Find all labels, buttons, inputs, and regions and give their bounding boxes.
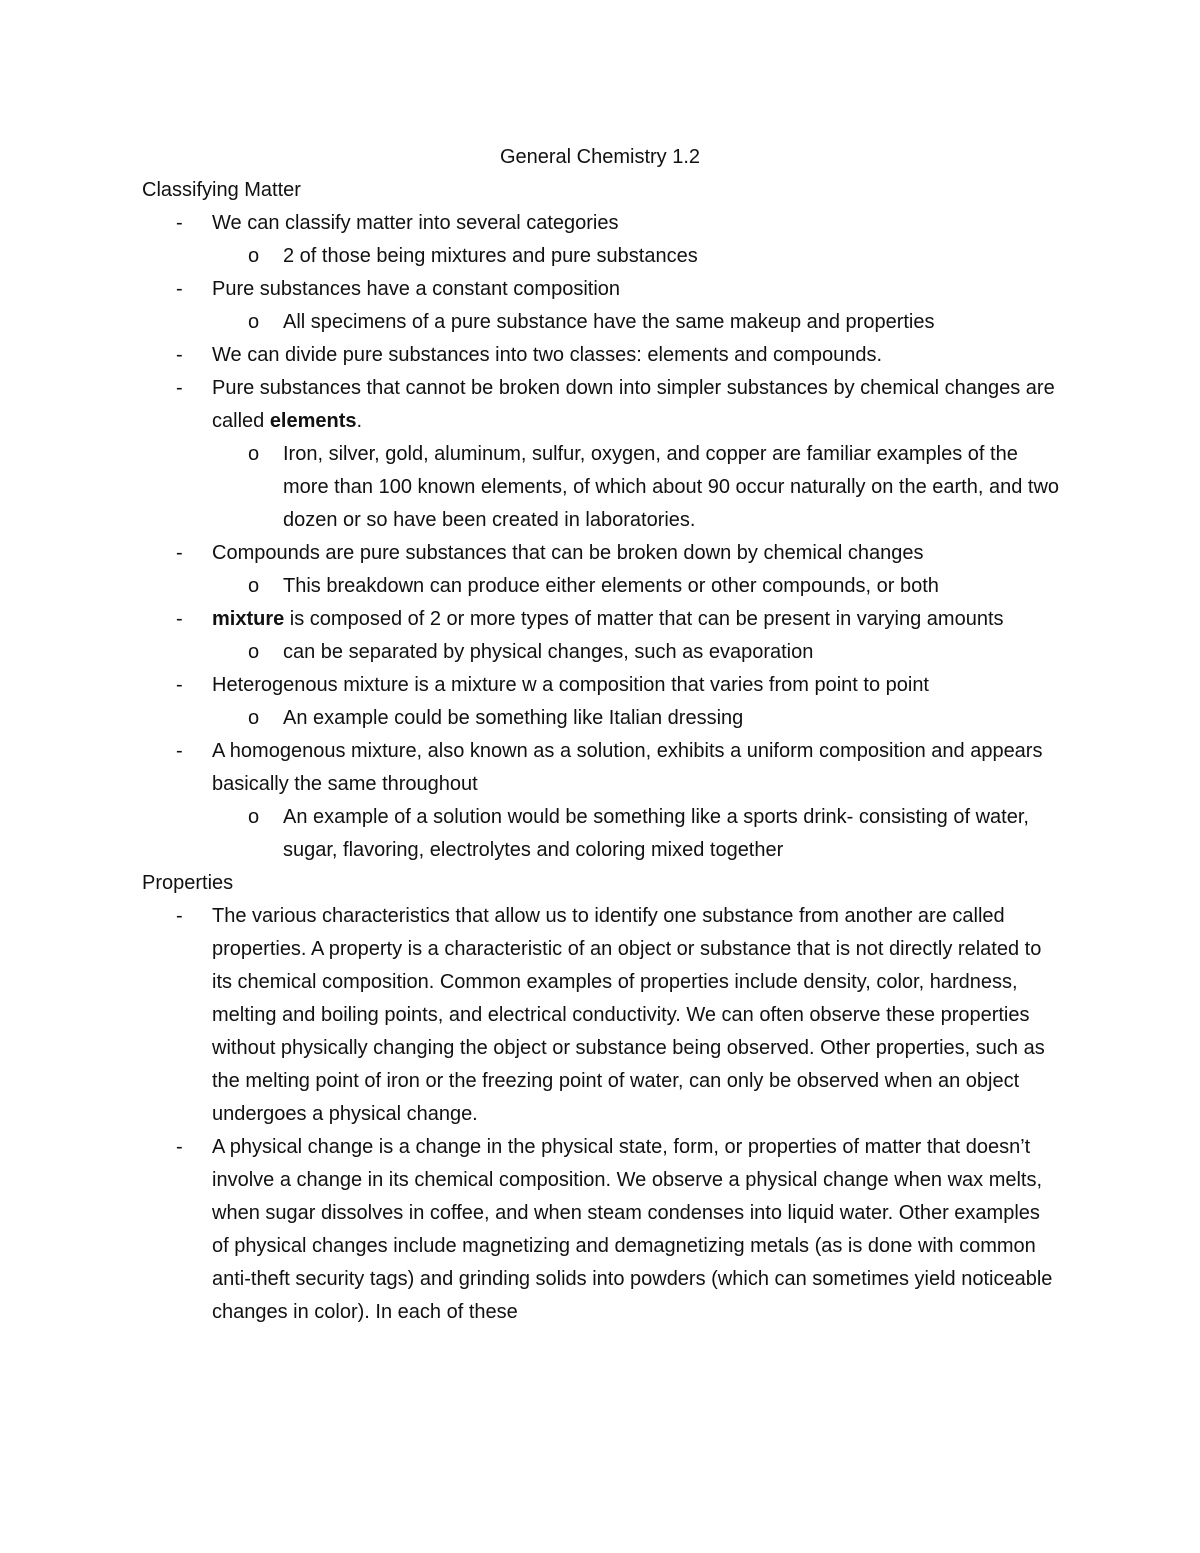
bullet-text: We can divide pure substances into two classes: elements and compounds. bbox=[212, 344, 882, 366]
circle-bullet: o bbox=[248, 707, 260, 729]
sub-bullet-item bbox=[142, 636, 1062, 669]
bullet-text: We can classify matter into several categories bbox=[212, 212, 619, 234]
sub-bullet-item bbox=[142, 438, 1062, 537]
circle-bullet: o bbox=[248, 245, 260, 267]
bullet-item bbox=[142, 372, 1062, 438]
bullet-item bbox=[142, 1131, 1062, 1329]
bold-term: mixture bbox=[212, 608, 285, 630]
sub-bullet-text: An example could be something like Italian dressing bbox=[283, 707, 744, 729]
sub-bullet-item bbox=[142, 306, 1062, 339]
bullet-text: A physical change is a change in the physical state, form, or properties of matter that doesn’t involve a change in its chemical composition. We observe a physical change when wax melts, when sugar dissolves in coffee, and when steam condenses into liquid water. Other examples of physical changes include magnetizing and demagnetizing metals (as is done with common anti-theft security tags) and grinding solids into powders (which can sometimes yield noticeable changes in color). In each of these bbox=[212, 1136, 1053, 1323]
dash-bullet: - bbox=[176, 905, 183, 927]
text-segment: . bbox=[356, 410, 363, 432]
document-body bbox=[142, 174, 1062, 1329]
circle-bullet: o bbox=[248, 443, 260, 465]
bullet-item bbox=[142, 537, 1062, 570]
dash-bullet: - bbox=[176, 740, 183, 762]
sub-bullet-text: This breakdown can produce either elements or other compounds, or both bbox=[283, 575, 939, 597]
document-title: General Chemistry 1.2 bbox=[499, 146, 701, 168]
sub-bullet-item bbox=[142, 801, 1062, 867]
sub-bullet-item bbox=[142, 240, 1062, 273]
dash-bullet: - bbox=[176, 542, 183, 564]
bullet-text bbox=[212, 377, 1055, 432]
bullet-item bbox=[142, 339, 1062, 372]
bullet-text bbox=[212, 608, 1004, 630]
bullet-text: A homogenous mixture, also known as a solution, exhibits a uniform composition and appears basically the same throughout bbox=[212, 740, 1043, 795]
sub-bullet-item bbox=[142, 702, 1062, 735]
circle-bullet: o bbox=[248, 641, 260, 663]
bullet-text: Pure substances have a constant composition bbox=[212, 278, 621, 300]
sub-bullet-text: All specimens of a pure substance have the same makeup and properties bbox=[283, 311, 935, 333]
bold-term: elements bbox=[269, 410, 357, 432]
text-segment: Pure substances that cannot be broken down into simpler substances by chemical changes are called bbox=[212, 377, 1055, 432]
bullet-item bbox=[142, 273, 1062, 306]
bullet-item bbox=[142, 735, 1062, 801]
dash-bullet: - bbox=[176, 278, 183, 300]
section-heading: Classifying Matter bbox=[142, 179, 301, 201]
section-heading: Properties bbox=[142, 872, 234, 894]
dash-bullet: - bbox=[176, 608, 183, 630]
bullet-text: The various characteristics that allow us to identify one substance from another are called properties. A property is a characteristic of an object or substance that is not directly related to its chemical composition. Common examples of properties include density, color, hardness, melting and boiling points, and electrical conductivity. We can often observe these properties without physically changing the object or substance being observed. Other properties, such as the melting point of iron or the freezing point of water, can only be observed when an object undergoes a physical change. bbox=[212, 905, 1045, 1125]
sub-bullet-text: Iron, silver, gold, aluminum, sulfur, oxygen, and copper are familiar examples of the more than 100 known elements, of which about 90 occur naturally on the earth, and two dozen or so have been created in laboratories. bbox=[283, 443, 1060, 531]
dash-bullet: - bbox=[176, 1136, 183, 1158]
bullet-text: Compounds are pure substances that can be broken down by chemical changes bbox=[212, 542, 924, 564]
circle-bullet: o bbox=[248, 311, 260, 333]
sub-bullet-item bbox=[142, 570, 1062, 603]
sub-bullet-text: 2 of those being mixtures and pure substances bbox=[283, 245, 698, 267]
dash-bullet: - bbox=[176, 212, 183, 234]
sub-bullet-text: can be separated by physical changes, such as evaporation bbox=[283, 641, 814, 663]
dash-bullet: - bbox=[176, 344, 183, 366]
bullet-text: Heterogenous mixture is a mixture w a composition that varies from point to point bbox=[212, 674, 929, 696]
dash-bullet: - bbox=[176, 674, 183, 696]
bullet-item bbox=[142, 603, 1062, 636]
bullet-item bbox=[142, 900, 1062, 1131]
dash-bullet: - bbox=[176, 377, 183, 399]
bullet-item bbox=[142, 207, 1062, 240]
circle-bullet: o bbox=[248, 575, 260, 597]
circle-bullet: o bbox=[248, 806, 260, 828]
text-segment: is composed of 2 or more types of matter that can be present in varying amounts bbox=[284, 608, 1004, 630]
sub-bullet-text: An example of a solution would be something like a sports drink- consisting of water, sugar, flavoring, electrolytes and coloring mixed together bbox=[283, 806, 1029, 861]
bullet-item bbox=[142, 669, 1062, 702]
